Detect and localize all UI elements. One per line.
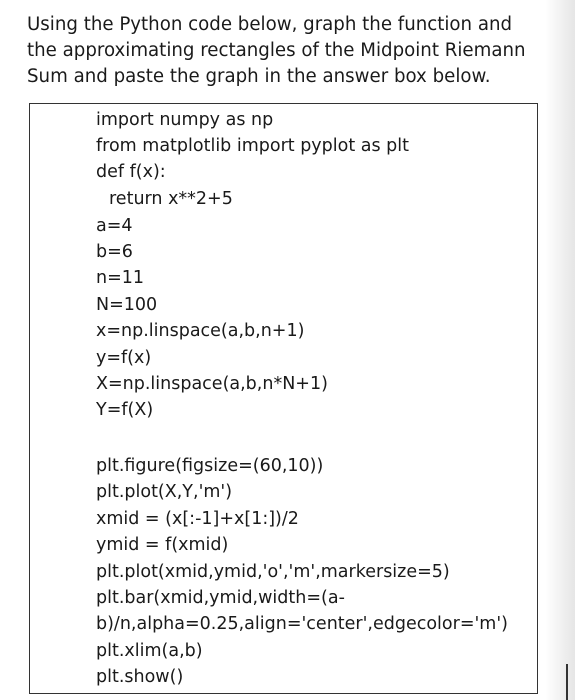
question-text	[27, 12, 547, 90]
code-line: n=11	[96, 268, 145, 288]
question-line: Using the Python code below, graph the function and	[27, 14, 513, 35]
code-line: def f(x):	[96, 162, 166, 182]
code-line: b=6	[96, 242, 133, 262]
code-line: from matplotlib import pyplot as plt	[96, 136, 410, 156]
code-line: plt.show()	[96, 667, 184, 687]
code-line: plt.bar(xmid,ymid,width=(a-	[96, 588, 345, 608]
code-line: xmid = (x[:-1]+x[1:])/2	[96, 509, 299, 529]
code-line: b)/n,alpha=0.25,align='center',edgecolor='m')	[96, 614, 508, 634]
question-line: Sum and paste the graph in the answer box below.	[27, 66, 491, 87]
code-line: y=f(x)	[96, 348, 152, 368]
code-line: a=4	[96, 216, 133, 236]
text-cursor	[566, 664, 568, 700]
code-line: plt.figure(figsize=(60,10))	[96, 456, 324, 476]
code-line: Y=f(X)	[96, 400, 154, 420]
code-line: plt.plot(X,Y,'m')	[96, 482, 233, 502]
code-line: plt.plot(xmid,ymid,'o','m',markersize=5)	[96, 562, 450, 582]
page-edge-shadow	[545, 0, 575, 700]
code-line: return x**2+5	[109, 189, 233, 209]
code-line: ymid = f(xmid)	[96, 535, 229, 555]
code-line: import numpy as np	[96, 110, 274, 130]
code-line: N=100	[96, 295, 158, 315]
code-line: plt.xlim(a,b)	[96, 641, 203, 661]
question-line: the approximating rectangles of the Midpoint Riemann	[27, 40, 526, 61]
code-block	[29, 103, 538, 694]
code-line: x=np.linspace(a,b,n+1)	[96, 321, 305, 341]
code-line: X=np.linspace(a,b,n*N+1)	[96, 374, 328, 394]
